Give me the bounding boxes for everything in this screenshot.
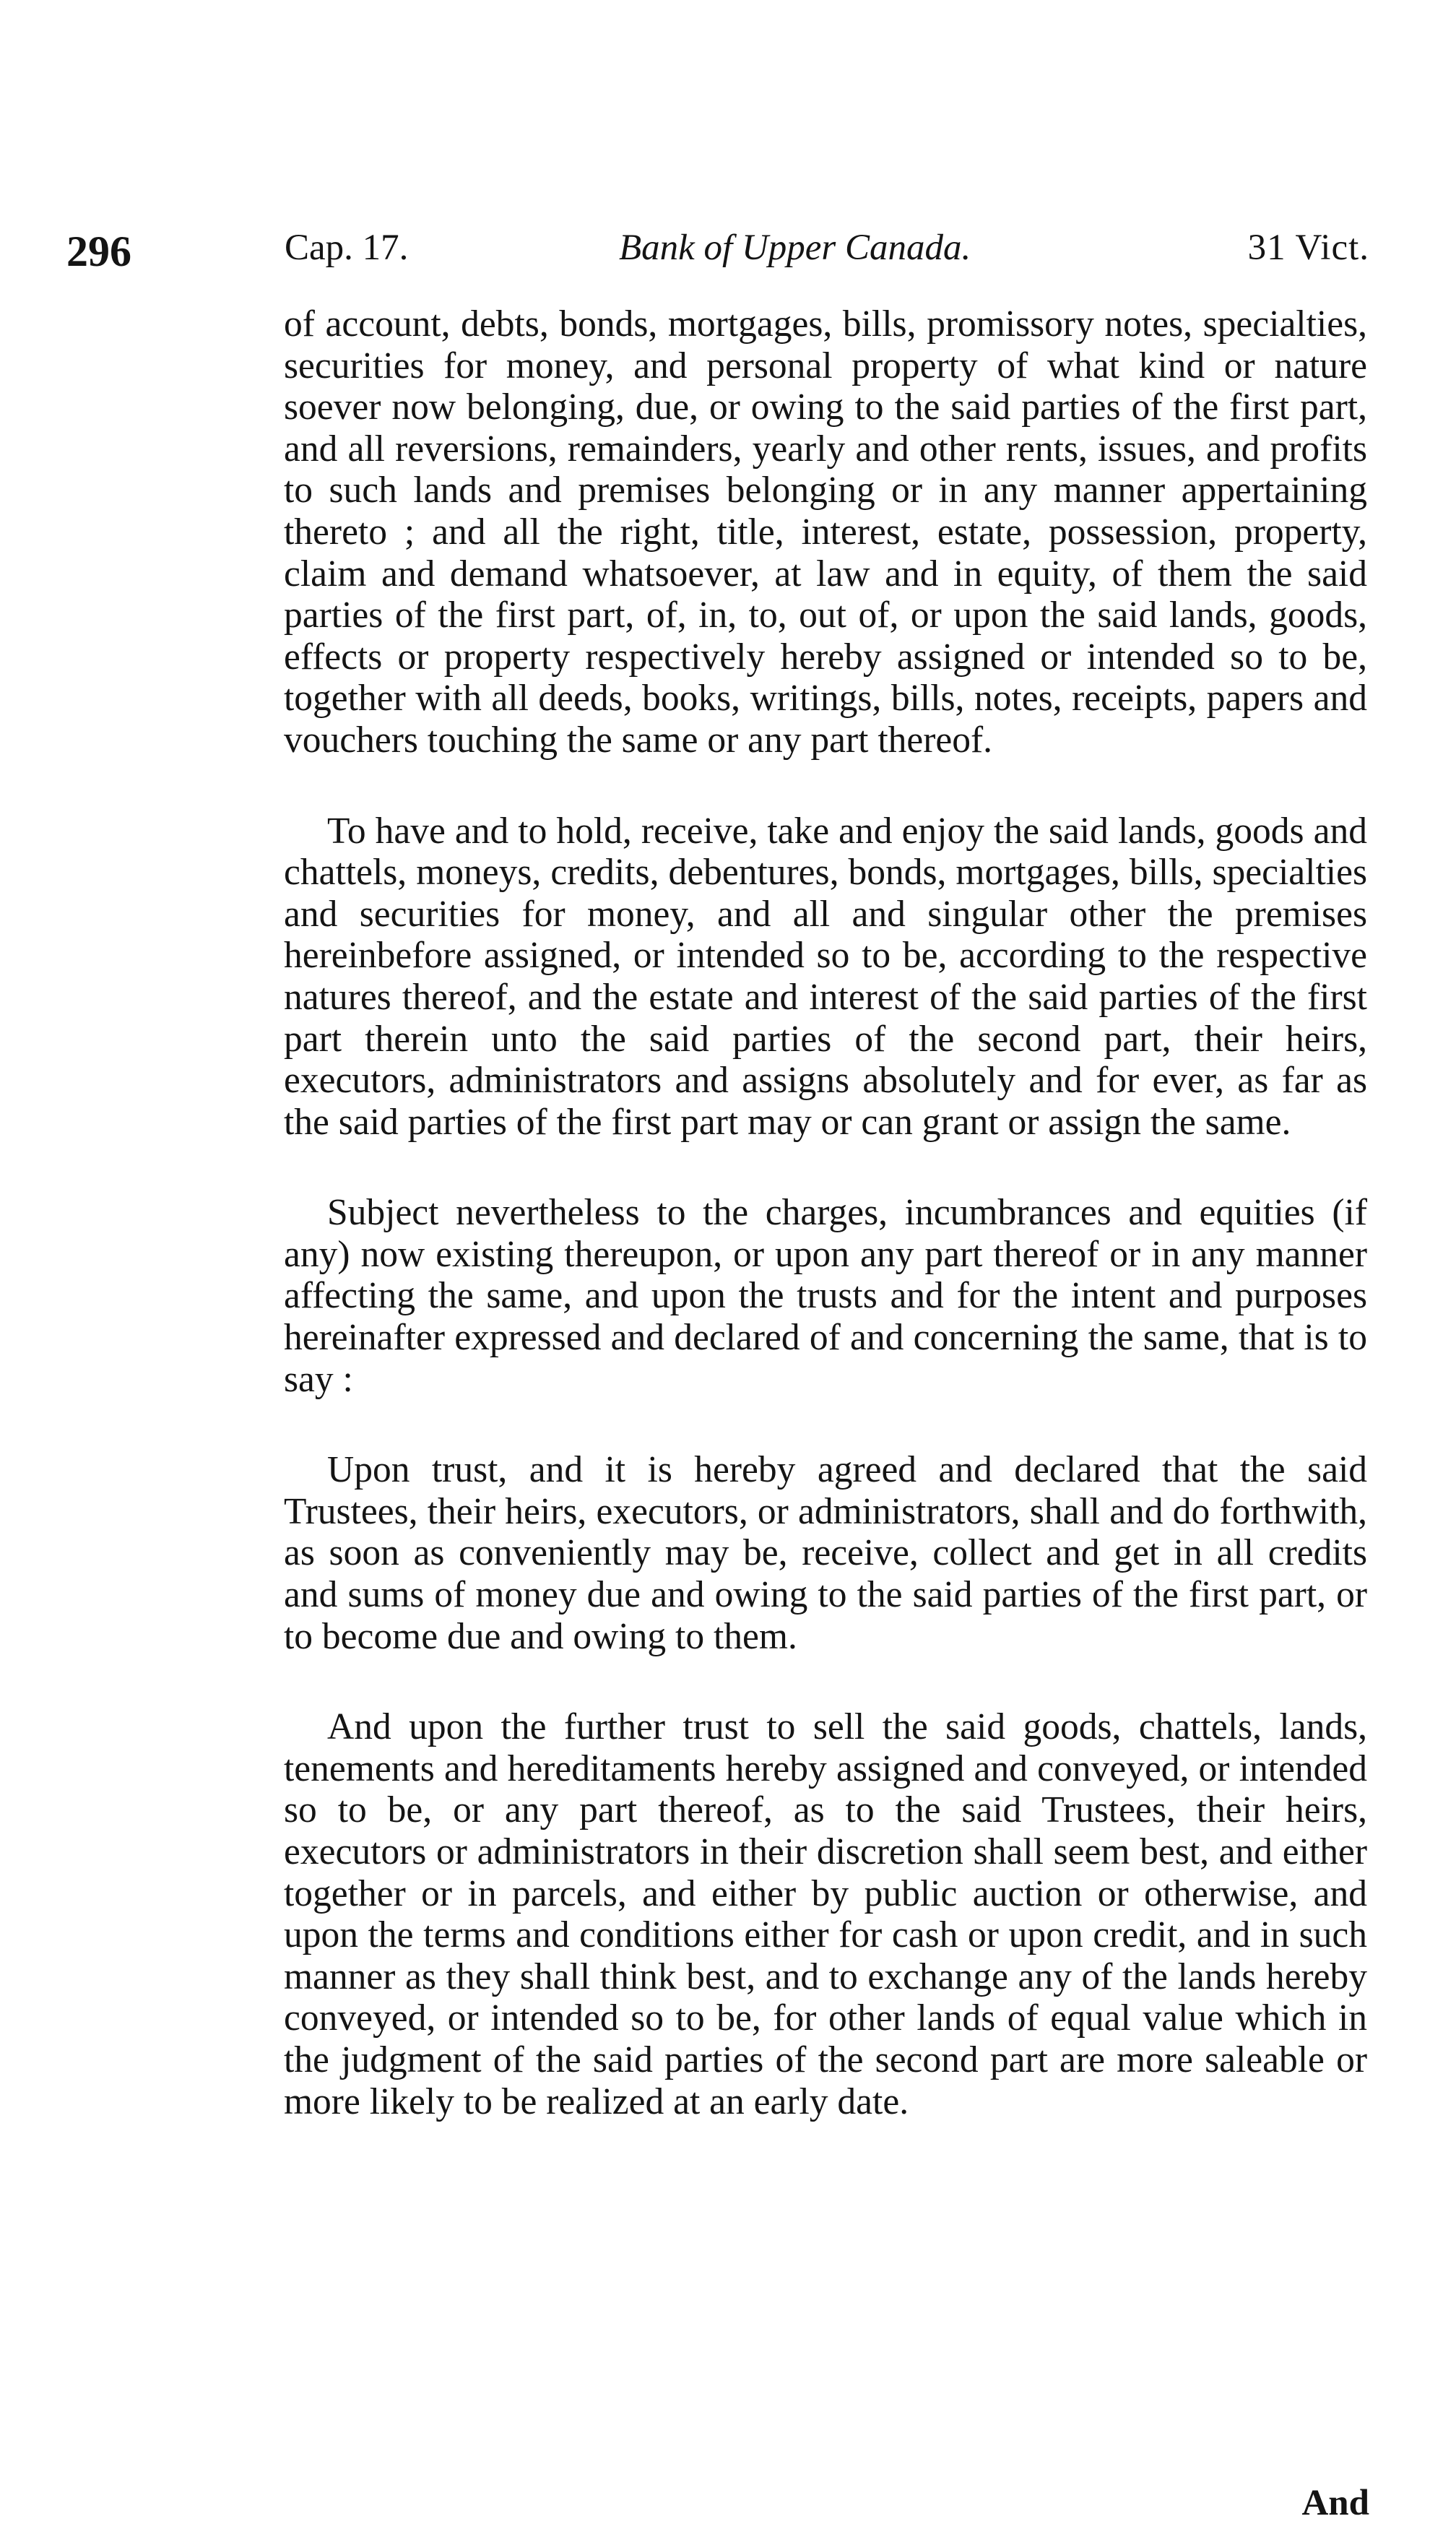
paragraph-further-trust: And upon the further trust to sell the said goods, chattels, lands, tenements and hereditaments hereby assigned and conveyed, or intended so to be, or any part thereof, as to the said Trustees, their heirs, executors or administrators in their discretion shall seem best, and either together or in parcels, and either by public auction or otherwise, and upon the terms and conditions either for cash or upon credit, and in such manner as they shall think best, and to exchange any of the lands hereby conveyed, or intended so to be, for other lands of equal value which in the judgment of the said parties of the second part are more saleable or more likely to be realized at an early date.	[284, 1706, 1367, 2122]
chapter-label: Cap. 17.	[285, 228, 409, 268]
paragraph-continued: of account, debts, bonds, mortgages, bills, promissory notes, specialties, securities for money, and personal property of what kind or nature soever now belonging, due, or owing to the said parties of the first part, and all reversions, remainders, yearly and other rents, issues, and profits to such lands and premises belonging or in any manner appertaining thereto ; and all the right, title, interest, estate, possession, property, claim and demand whatsoever, at law and in equity, of them the said parties of the first part, of, in, to, out of, or upon the said lands, goods, effects or property respectively hereby assigned or intended so to be, together with all deeds, books, writings, bills, notes, receipts, papers and vouchers touching the same or any part thereof.	[284, 303, 1367, 761]
running-head	[285, 230, 1369, 282]
paragraph-upon-trust: Upon trust, and it is hereby agreed and declared that the said Trustees, their heirs, executors, or administrators, shall and do forthwith, as soon as conveniently may be, receive, collect and get in all credits and sums of money due and owing to the said parties of the first part, or to become due and owing to them.	[284, 1449, 1367, 1657]
body-text	[284, 303, 1367, 2122]
paragraph-habendum: To have and to hold, receive, take and enjoy the said lands, goods and chattels, moneys, credits, debentures, bonds, mortgages, bills, specialties and securities for money, and all and singular other the premises hereinbefore assigned, or intended so to be, according to the respective natures thereof, and the estate and interest of the said parties of the first part therein unto the said parties of the second part, their heirs, executors, administrators and assigns absolutely and for ever, as far as the said parties of the first part may or can grant or assign the same.	[284, 810, 1367, 1143]
running-title: Bank of Upper Canada.	[619, 228, 971, 268]
page-number: 296	[66, 228, 131, 275]
catchword: And	[1301, 2483, 1369, 2523]
regnal-year: 31 Vict.	[1247, 228, 1369, 268]
paragraph-subject: Subject nevertheless to the charges, incumbrances and equities (if any) now existing thereupon, or upon any part thereof or in any manner affecting the same, and upon the trusts and for the intent and purposes hereinafter expressed and declared of and concerning the same, that is to say :	[284, 1192, 1367, 1400]
